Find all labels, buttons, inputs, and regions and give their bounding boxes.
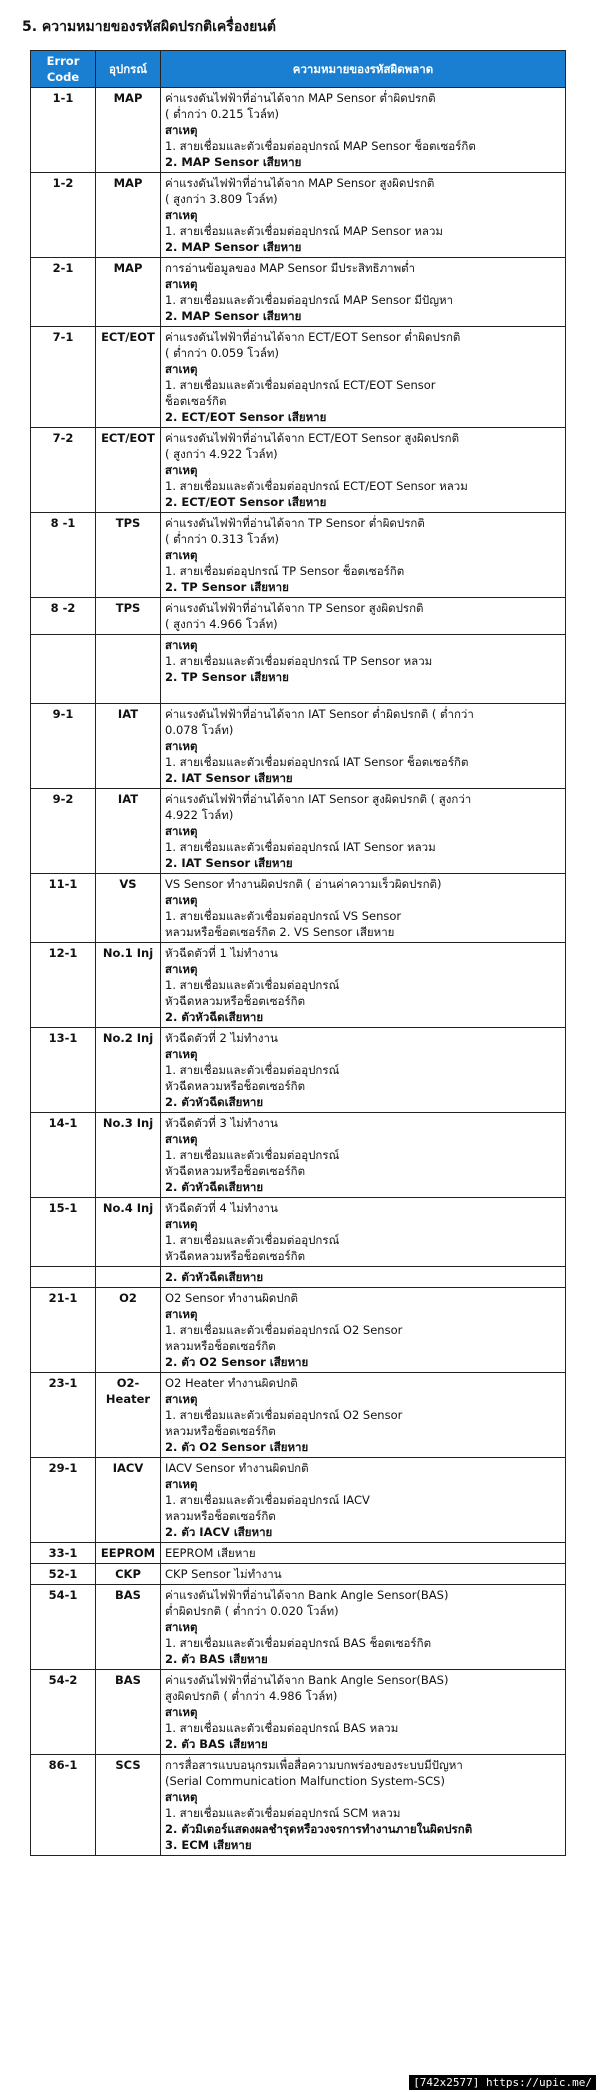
- meaning-line: ( สูงกว่า 4.922 โวล์ท): [165, 447, 278, 461]
- table-row: [31, 1288, 566, 1373]
- meaning-line: หลวมหรือช็อตเซอร์กิต: [165, 1509, 276, 1523]
- error-code-cell: 14-1: [31, 1113, 96, 1198]
- device-cell: No.2 Inj: [96, 1028, 161, 1113]
- meaning-line: สาเหตุ: [165, 362, 198, 376]
- error-code-cell: 86-1: [31, 1755, 96, 1856]
- meaning-line: ค่าแรงดันไฟฟ้าที่อ่านได้จาก Bank Angle Sensor(BAS): [165, 1588, 449, 1602]
- meaning-cell: [161, 258, 566, 327]
- meaning-line: O2 Sensor ทำงานผิดปกติ: [165, 1291, 299, 1305]
- device-cell: BAS: [96, 1670, 161, 1755]
- device-cell: BAS: [96, 1585, 161, 1670]
- device-cell: VS: [96, 874, 161, 943]
- meaning-line: 2. ตัว BAS เสียหาย: [165, 1737, 268, 1751]
- table-row: [31, 1373, 566, 1458]
- meaning-cell: [161, 428, 566, 513]
- meaning-line: 2. ตัวมิเตอร์แสดงผลชำรุดหรือวงจรการทำงานภายในผิดปรกติ: [165, 1822, 473, 1836]
- meaning-line: สาเหตุ: [165, 739, 198, 753]
- meaning-line: สาเหตุ: [165, 1790, 198, 1804]
- meaning-line: หัวฉีดตัวที่ 2 ไม่ทำงาน: [165, 1031, 278, 1045]
- meaning-cell: [161, 1585, 566, 1670]
- meaning-cell: [161, 173, 566, 258]
- meaning-line: ( ต่ำกว่า 0.215 โวล์ท): [165, 107, 279, 121]
- table-row: [31, 428, 566, 513]
- meaning-line: ค่าแรงดันไฟฟ้าที่อ่านได้จาก MAP Sensor สูงผิดปรกติ: [165, 176, 435, 190]
- meaning-line: 1. สายเชื่อมและตัวเชื่อมต่ออุปกรณ์ IAT Sensor ช็อตเซอร์กิต: [165, 755, 469, 769]
- error-code-cell: 12-1: [31, 943, 96, 1028]
- meaning-line: 0.078 โวล์ท): [165, 723, 234, 737]
- error-code-cell: 9-1: [31, 704, 96, 789]
- meaning-line: สาเหตุ: [165, 1620, 198, 1634]
- error-code-cell: 33-1: [31, 1543, 96, 1564]
- error-code-cell: 1-1: [31, 88, 96, 173]
- error-code-cell: 21-1: [31, 1288, 96, 1373]
- error-code-cell: 29-1: [31, 1458, 96, 1543]
- meaning-line: 2. IAT Sensor เสียหาย: [165, 856, 293, 870]
- meaning-line: ต่ำผิดปรกติ ( ต่ำกว่า 0.020 โวล์ท): [165, 1604, 339, 1618]
- table-row: [31, 1564, 566, 1585]
- meaning-line: ค่าแรงดันไฟฟ้าที่อ่านได้จาก IAT Sensor ต่ำผิดปรกติ ( ต่ำกว่า: [165, 707, 474, 721]
- meaning-cell: [161, 513, 566, 598]
- meaning-line: 1. สายเชื่อมและตัวเชื่อมต่ออุปกรณ์ MAP Sensor หลวม: [165, 224, 444, 238]
- meaning-cell: [161, 1267, 566, 1288]
- meaning-line: ค่าแรงดันไฟฟ้าที่อ่านได้จาก ECT/EOT Sensor สูงผิดปรกติ: [165, 431, 460, 445]
- device-cell: ECT/EOT: [96, 428, 161, 513]
- meaning-line: สาเหตุ: [165, 548, 198, 562]
- error-code-table: [30, 50, 566, 1856]
- meaning-line: สาเหตุ: [165, 1132, 198, 1146]
- meaning-line: 2. ECT/EOT Sensor เสียหาย: [165, 495, 327, 509]
- device-cell: [96, 635, 161, 704]
- meaning-line: 1. สายเชื่อมและตัวเชื่อมต่ออุปกรณ์ SCM หลวม: [165, 1806, 401, 1820]
- error-code-cell: 11-1: [31, 874, 96, 943]
- meaning-line: 2. MAP Sensor เสียหาย: [165, 155, 302, 169]
- table-row: [31, 1755, 566, 1856]
- device-cell: MAP: [96, 258, 161, 327]
- table-row: [31, 1198, 566, 1267]
- meaning-cell: [161, 1288, 566, 1373]
- meaning-line: สาเหตุ: [165, 962, 198, 976]
- meaning-line: 2. ตัวหัวฉีดเสียหาย: [165, 1180, 264, 1194]
- meaning-line: หัวฉีดตัวที่ 4 ไม่ทำงาน: [165, 1201, 278, 1215]
- meaning-line: ( สูงกว่า 3.809 โวล์ท): [165, 192, 278, 206]
- table-row: [31, 1267, 566, 1288]
- meaning-line: 1. สายเชื่อมและตัวเชื่อมต่ออุปกรณ์ O2 Sensor: [165, 1408, 403, 1422]
- meaning-line: สาเหตุ: [165, 1307, 198, 1321]
- meaning-cell: [161, 1198, 566, 1267]
- meaning-line: 1. สายเชื่อมและตัวเชื่อมต่ออุปกรณ์ TP Sensor หลวม: [165, 654, 433, 668]
- meaning-line: สาเหตุ: [165, 463, 198, 477]
- meaning-line: หัวฉีดหลวมหรือช็อตเซอร์กิต: [165, 994, 306, 1008]
- meaning-line: หัวฉีดหลวมหรือช็อตเซอร์กิต: [165, 1079, 306, 1093]
- device-cell: CKP: [96, 1564, 161, 1585]
- device-cell: ECT/EOT: [96, 327, 161, 428]
- meaning-cell: [161, 598, 566, 635]
- meaning-line: 1. สายเชื่อมและตัวเชื่อมต่ออุปกรณ์: [165, 1233, 340, 1247]
- meaning-line: 1. สายเชื่อมและตัวเชื่อมต่ออุปกรณ์ IAT Sensor หลวม: [165, 840, 436, 854]
- meaning-cell: [161, 789, 566, 874]
- meaning-cell: [161, 1373, 566, 1458]
- error-code-cell: 7-1: [31, 327, 96, 428]
- error-code-cell: 54-1: [31, 1585, 96, 1670]
- table-row: [31, 258, 566, 327]
- device-cell: IAT: [96, 789, 161, 874]
- meaning-line: 1. สายเชื่อมและตัวเชื่อมต่ออุปกรณ์ MAP Sensor ช็อตเซอร์กิต: [165, 139, 476, 153]
- meaning-line: ค่าแรงดันไฟฟ้าที่อ่านได้จาก IAT Sensor สูงผิดปรกติ ( สูงกว่า: [165, 792, 472, 806]
- table-row: [31, 789, 566, 874]
- meaning-line: 1. สายเชื่อมและตัวเชื่อมต่ออุปกรณ์ BAS ช็อตเซอร์กิต: [165, 1636, 432, 1650]
- error-code-cell: [31, 635, 96, 704]
- meaning-line: 2. ตัว O2 Sensor เสียหาย: [165, 1355, 309, 1369]
- meaning-line: VS Sensor ทำงานผิดปรกติ ( อ่านค่าความเร็วผิดปรกติ): [165, 877, 442, 891]
- meaning-line: สาเหตุ: [165, 824, 198, 838]
- table-row: [31, 598, 566, 635]
- device-cell: SCS: [96, 1755, 161, 1856]
- meaning-line: สาเหตุ: [165, 1217, 198, 1231]
- meaning-line: IACV Sensor ทำงานผิดปกติ: [165, 1461, 309, 1475]
- meaning-line: หลวมหรือช็อตเซอร์กิต 2. VS Sensor เสียหาย: [165, 925, 395, 939]
- table-row: [31, 88, 566, 173]
- meaning-line: 2. ตัวหัวฉีดเสียหาย: [165, 1095, 264, 1109]
- error-code-cell: 23-1: [31, 1373, 96, 1458]
- device-cell: EEPROM: [96, 1543, 161, 1564]
- meaning-line: หัวฉีดตัวที่ 3 ไม่ทำงาน: [165, 1116, 278, 1130]
- table-row: [31, 943, 566, 1028]
- meaning-line: สาเหตุ: [165, 277, 198, 291]
- meaning-line: 1. สายเชื่อมและตัวเชื่อมต่ออุปกรณ์ O2 Sensor: [165, 1323, 403, 1337]
- meaning-cell: [161, 1543, 566, 1564]
- meaning-cell: [161, 943, 566, 1028]
- meaning-line: ค่าแรงดันไฟฟ้าที่อ่านได้จาก TP Sensor สูงผิดปรกติ: [165, 601, 424, 615]
- meaning-cell: [161, 1755, 566, 1856]
- meaning-cell: [161, 1458, 566, 1543]
- meaning-line: [165, 685, 561, 701]
- error-code-cell: 7-2: [31, 428, 96, 513]
- error-code-cell: 8 -1: [31, 513, 96, 598]
- table-row: [31, 1113, 566, 1198]
- device-cell: No.4 Inj: [96, 1198, 161, 1267]
- meaning-line: ค่าแรงดันไฟฟ้าที่อ่านได้จาก Bank Angle Sensor(BAS): [165, 1673, 449, 1687]
- meaning-line: 1. สายเชื่อมและตัวเชื่อมต่ออุปกรณ์ MAP Sensor มีปัญหา: [165, 293, 454, 307]
- meaning-line: หัวฉีดหลวมหรือช็อตเซอร์กิต: [165, 1249, 306, 1263]
- meaning-line: 1. สายเชื่อมและตัวเชื่อมต่ออุปกรณ์ VS Sensor: [165, 909, 402, 923]
- meaning-line: 2. ตัวหัวฉีดเสียหาย: [165, 1270, 264, 1284]
- meaning-cell: [161, 704, 566, 789]
- meaning-line: 2. MAP Sensor เสียหาย: [165, 309, 302, 323]
- image-size-footer: [742x2577] https://upic.me/: [409, 2075, 596, 2090]
- meaning-line: 1. สายเชื่อมและตัวเชื่อมต่ออุปกรณ์: [165, 978, 340, 992]
- table-row: [31, 1458, 566, 1543]
- meaning-line: EEPROM เสียหาย: [165, 1546, 256, 1560]
- meaning-line: หลวมหรือช็อตเซอร์กิต: [165, 1339, 276, 1353]
- meaning-line: 1. สายเชื่อมและตัวเชื่อมต่ออุปกรณ์: [165, 1063, 340, 1077]
- meaning-line: สาเหตุ: [165, 123, 198, 137]
- device-cell: IACV: [96, 1458, 161, 1543]
- error-code-cell: 54-2: [31, 1670, 96, 1755]
- meaning-line: 4.922 โวล์ท): [165, 808, 234, 822]
- header-device: อุปกรณ์: [96, 51, 161, 88]
- device-cell: No.3 Inj: [96, 1113, 161, 1198]
- meaning-line: 2. ตัวหัวฉีดเสียหาย: [165, 1010, 264, 1024]
- table-row: [31, 1543, 566, 1564]
- table-header-row: [31, 51, 566, 88]
- meaning-line: (Serial Communication Malfunction System-SCS): [165, 1774, 445, 1788]
- meaning-line: CKP Sensor ไม่ทำงาน: [165, 1567, 282, 1581]
- device-cell: O2- Heater: [96, 1373, 161, 1458]
- meaning-line: สาเหตุ: [165, 1047, 198, 1061]
- error-code-cell: [31, 1267, 96, 1288]
- meaning-line: สาเหตุ: [165, 638, 198, 652]
- header-meaning: ความหมายของรหัสผิดพลาด: [161, 51, 566, 88]
- error-code-cell: 9-2: [31, 789, 96, 874]
- device-cell: IAT: [96, 704, 161, 789]
- meaning-line: 2. ตัว O2 Sensor เสียหาย: [165, 1440, 309, 1454]
- meaning-line: ( สูงกว่า 4.966 โวล์ท): [165, 617, 278, 631]
- meaning-line: 2. TP Sensor เสียหาย: [165, 580, 289, 594]
- meaning-line: ค่าแรงดันไฟฟ้าที่อ่านได้จาก ECT/EOT Sensor ต่ำผิดปรกติ: [165, 330, 461, 344]
- table-row: [31, 327, 566, 428]
- table-row: [31, 704, 566, 789]
- table-row: [31, 173, 566, 258]
- meaning-line: หัวฉีดหลวมหรือช็อตเซอร์กิต: [165, 1164, 306, 1178]
- device-cell: TPS: [96, 513, 161, 598]
- meaning-cell: [161, 635, 566, 704]
- meaning-cell: [161, 88, 566, 173]
- meaning-line: 3. ECM เสียหาย: [165, 1838, 252, 1852]
- table-row: [31, 1670, 566, 1755]
- meaning-line: 1. สายเชื่อมและตัวเชื่อมต่ออุปกรณ์: [165, 1148, 340, 1162]
- device-cell: MAP: [96, 88, 161, 173]
- meaning-line: 1. สายเชื่อมต่ออุปกรณ์ TP Sensor ช็อตเซอร์กิต: [165, 564, 405, 578]
- meaning-line: 2. TP Sensor เสียหาย: [165, 670, 289, 684]
- meaning-line: หลวมหรือช็อตเซอร์กิต: [165, 1424, 276, 1438]
- device-cell: [96, 1267, 161, 1288]
- header-error-code: Error Code: [31, 51, 96, 88]
- meaning-cell: [161, 1564, 566, 1585]
- table-row: [31, 1585, 566, 1670]
- device-cell: MAP: [96, 173, 161, 258]
- table-row: [31, 513, 566, 598]
- meaning-line: หัวฉีดตัวที่ 1 ไม่ทำงาน: [165, 946, 278, 960]
- meaning-line: 2. IAT Sensor เสียหาย: [165, 771, 293, 785]
- table-row: [31, 1028, 566, 1113]
- meaning-line: การสื่อสารแบบอนุกรมเพื่อสื่อความบกพร่องของระบบมีปัญหา: [165, 1758, 463, 1772]
- meaning-line: 2. ECT/EOT Sensor เสียหาย: [165, 410, 327, 424]
- meaning-line: 1. สายเชื่อมและตัวเชื่อมต่ออุปกรณ์ BAS หลวม: [165, 1721, 399, 1735]
- meaning-cell: [161, 1028, 566, 1113]
- meaning-line: สาเหตุ: [165, 1392, 198, 1406]
- meaning-cell: [161, 874, 566, 943]
- meaning-line: O2 Heater ทำงานผิดปกติ: [165, 1376, 298, 1390]
- meaning-line: ค่าแรงดันไฟฟ้าที่อ่านได้จาก MAP Sensor ต่ำผิดปรกติ: [165, 91, 436, 105]
- meaning-line: 1. สายเชื่อมและตัวเชื่อมต่ออุปกรณ์ ECT/EOT Sensor: [165, 378, 436, 392]
- meaning-line: สาเหตุ: [165, 1705, 198, 1719]
- error-code-cell: 13-1: [31, 1028, 96, 1113]
- error-code-cell: 8 -2: [31, 598, 96, 635]
- meaning-line: 1. สายเชื่อมและตัวเชื่อมต่ออุปกรณ์ ECT/EOT Sensor หลวม: [165, 479, 468, 493]
- meaning-line: 1. สายเชื่อมและตัวเชื่อมต่ออุปกรณ์ IACV: [165, 1493, 370, 1507]
- meaning-line: การอ่านข้อมูลของ MAP Sensor มีประสิทธิภาพต่ำ: [165, 261, 416, 275]
- meaning-line: สาเหตุ: [165, 208, 198, 222]
- meaning-line: สาเหตุ: [165, 893, 198, 907]
- device-cell: No.1 Inj: [96, 943, 161, 1028]
- meaning-cell: [161, 327, 566, 428]
- meaning-line: ( ต่ำกว่า 0.059 โวล์ท): [165, 346, 279, 360]
- table-row: [31, 874, 566, 943]
- device-cell: O2: [96, 1288, 161, 1373]
- meaning-line: ช็อตเซอร์กิต: [165, 394, 227, 408]
- error-code-cell: 1-2: [31, 173, 96, 258]
- table-row: [31, 635, 566, 704]
- page-title: 5. ความหมายของรหัสผิดปรกติเครื่องยนต์: [22, 19, 276, 35]
- meaning-line: สาเหตุ: [165, 1477, 198, 1491]
- meaning-cell: [161, 1113, 566, 1198]
- meaning-line: ค่าแรงดันไฟฟ้าที่อ่านได้จาก TP Sensor ต่ำผิดปรกติ: [165, 516, 425, 530]
- error-code-cell: 2-1: [31, 258, 96, 327]
- meaning-line: ( ต่ำกว่า 0.313 โวล์ท): [165, 532, 279, 546]
- meaning-line: 2. ตัว BAS เสียหาย: [165, 1652, 268, 1666]
- meaning-line: 2. MAP Sensor เสียหาย: [165, 240, 302, 254]
- meaning-line: 2. ตัว IACV เสียหาย: [165, 1525, 273, 1539]
- meaning-line: สูงผิดปรกติ ( ต่ำกว่า 4.986 โวล์ท): [165, 1689, 338, 1703]
- meaning-cell: [161, 1670, 566, 1755]
- device-cell: TPS: [96, 598, 161, 635]
- error-code-cell: 52-1: [31, 1564, 96, 1585]
- error-code-cell: 15-1: [31, 1198, 96, 1267]
